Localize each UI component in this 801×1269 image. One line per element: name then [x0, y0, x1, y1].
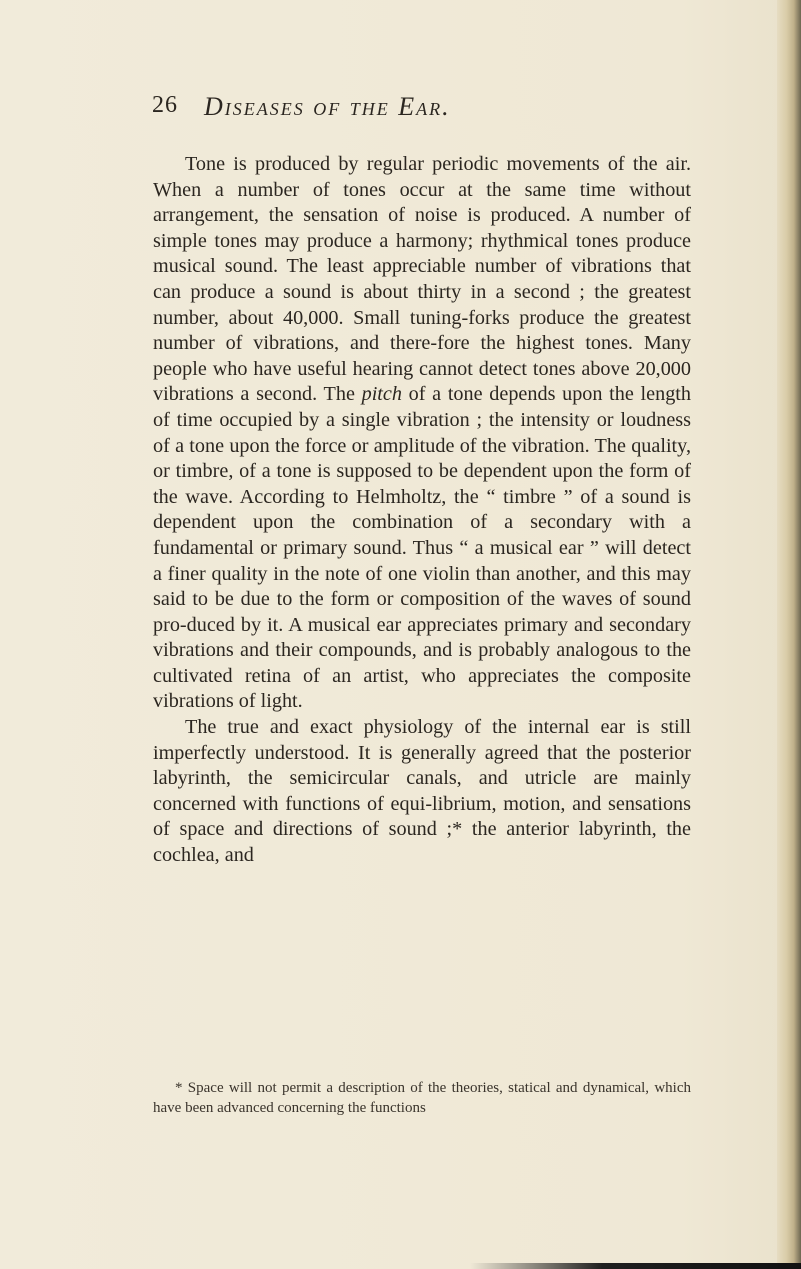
paragraph-tone-start: Tone is produced by regular periodic movements of the air. When a number of tones occur at the same time without arrangement, the sensation of noise is produced. A number of simple tones may produce a harmony; rhythmical tones produce musical sound. The least appreciable number of vibrations that can produce a sound is about thirty in a second ; the greatest number, about 40,000. Small tuning-forks produce the greatest number of vibrations, and there-fore the highest tones. Many people who have useful hearing cannot detect tones above 20,000 vibrations a second. The — [153, 153, 691, 406]
page-number: 26 — [152, 92, 178, 118]
body-text — [153, 152, 691, 869]
footnote: * Space will not permit a description of the theories, statical and dynamical, which have been advanced concerning the functions — [153, 1080, 691, 1116]
bottom-edge-shadow — [470, 1263, 801, 1269]
paragraph-tone — [153, 152, 691, 715]
page-header — [152, 92, 652, 132]
page-edge-shadow — [777, 0, 801, 1269]
pitch-term: pitch — [361, 383, 402, 406]
paragraph-physiology: The true and exact physiology of the internal ear is still imperfectly understood. It is generally agreed that the posterior labyrinth, the semicircular canals, and utricle are mainly concerned with functions of equi-librium, motion, and sensations of space and directions of sound ;* the anterior labyrinth, the cochlea, and — [153, 716, 691, 867]
paragraph-tone-rest: of a tone depends upon the length of time occupied by a single vibration ; the intensity or loudness of a tone upon the force or amplitude of the vibration. The quality, or timbre, of a tone is supposed to be dependent upon the form of the wave. According to Helmholtz, the “ timbre ” of a sound is dependent upon the combination of a secondary with a fundamental or primary sound. Thus “ a musical ear ” will detect a finer quality in the note of one violin than another, and this may said to be due to the form or composition of the waves of sound pro-duced by it. A musical ear appreciates primary and secondary vibrations and their compounds, and is probably analogous to the cultivated retina of an artist, who appreciates the composite vibrations of light. — [153, 383, 691, 713]
running-title: Diseases of the Ear. — [204, 92, 451, 121]
